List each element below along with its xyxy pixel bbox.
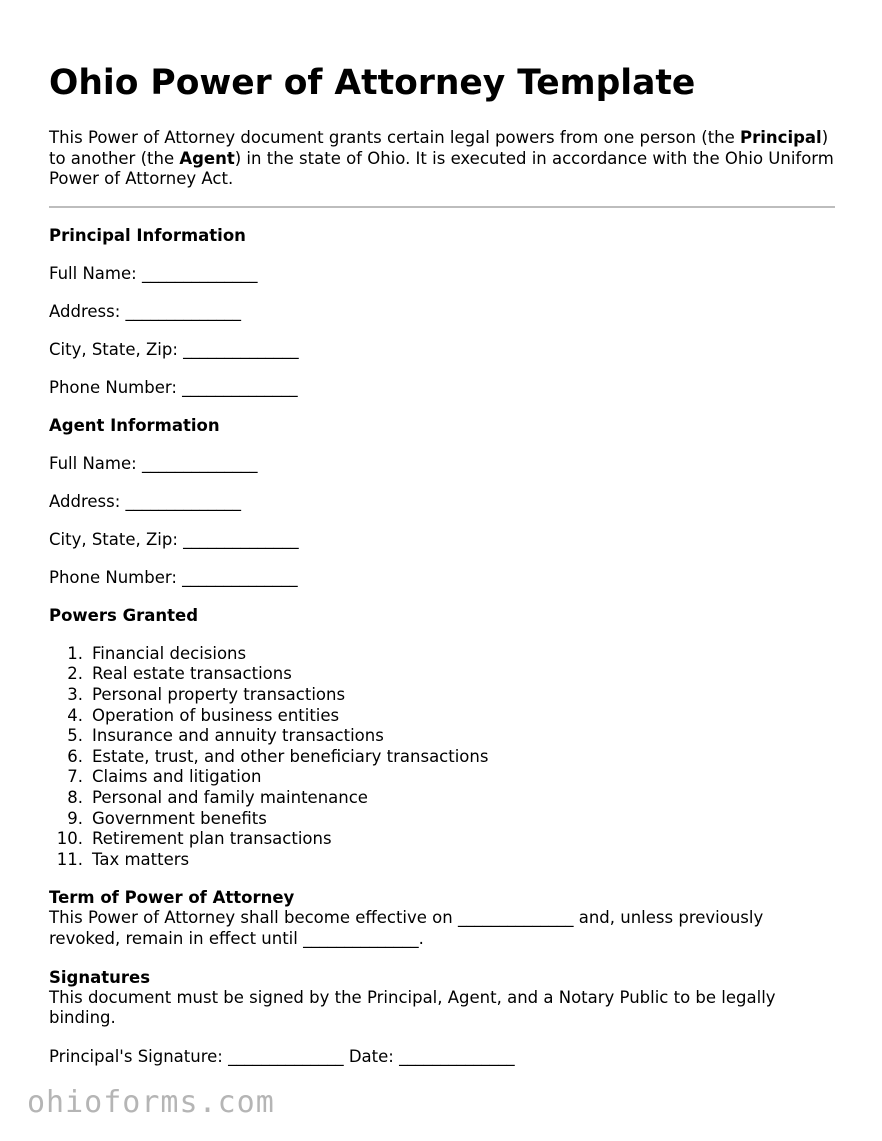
intro-text-1: This Power of Attorney document grants certain legal powers from one person (the [49, 128, 741, 147]
signatures-paragraph: This document must be signed by the Principal, Agent, and a Notary Public to be legally binding. [49, 987, 776, 1028]
section-divider [49, 206, 835, 208]
intro-principal-term: Principal [740, 128, 822, 147]
list-item: 10. Retirement plan transactions [56, 829, 332, 849]
term-paragraph[interactable]: This Power of Attorney shall become effective on ______________ and, unless previously revoked, remain in effect until ______________. [49, 908, 764, 948]
document-page [49, 0, 835, 1067]
powers-granted-heading: Powers Granted [49, 605, 199, 625]
agent-info-heading: Agent Information [49, 415, 220, 435]
watermark-logo: ohioforms.com [27, 1085, 275, 1120]
principal-info-heading: Principal Information [49, 225, 246, 245]
intro-agent-term: Agent [179, 148, 235, 168]
term-heading: Term of Power of Attorney [49, 888, 295, 908]
list-item: 11. Tax matters [56, 849, 190, 869]
intro-paragraph [49, 128, 835, 190]
principal-signature-line[interactable]: Principal's Signature: ______________ Date: ______________ [49, 1046, 515, 1066]
list-item: 9. Government benefits [67, 808, 267, 828]
powers-list [49, 644, 835, 871]
list-item: 8. Personal and family maintenance [67, 787, 368, 807]
agent-city-state-zip-field[interactable]: City, State, Zip: ______________ [49, 529, 299, 549]
agent-full-name-field[interactable]: Full Name: ______________ [49, 453, 258, 473]
agent-address-field[interactable]: Address: ______________ [49, 491, 242, 511]
principal-city-state-zip-field[interactable]: City, State, Zip: ______________ [49, 339, 299, 359]
page-title: Ohio Power of Attorney Template [49, 63, 696, 103]
list-item: 4. Operation of business entities [67, 705, 340, 725]
list-item: 6. Estate, trust, and other beneficiary transactions [67, 746, 489, 766]
agent-phone-field[interactable]: Phone Number: ______________ [49, 567, 298, 587]
intro-text-3: ) in the state of Ohio. It is executed in accordance with the Ohio Uniform Power of Attorney Act. [49, 148, 834, 189]
list-item: 3. Personal property transactions [67, 684, 346, 704]
intro-text-2: ) to another (the [49, 128, 829, 168]
list-item: 5. Insurance and annuity transactions [67, 726, 384, 746]
list-item: 1. Financial decisions [67, 643, 247, 663]
principal-phone-field[interactable]: Phone Number: ______________ [49, 377, 298, 397]
signatures-heading: Signatures [49, 967, 151, 987]
list-item: 7. Claims and litigation [67, 767, 262, 787]
list-item: 2. Real estate transactions [67, 664, 292, 684]
principal-address-field[interactable]: Address: ______________ [49, 301, 242, 321]
principal-full-name-field[interactable]: Full Name: ______________ [49, 263, 258, 283]
